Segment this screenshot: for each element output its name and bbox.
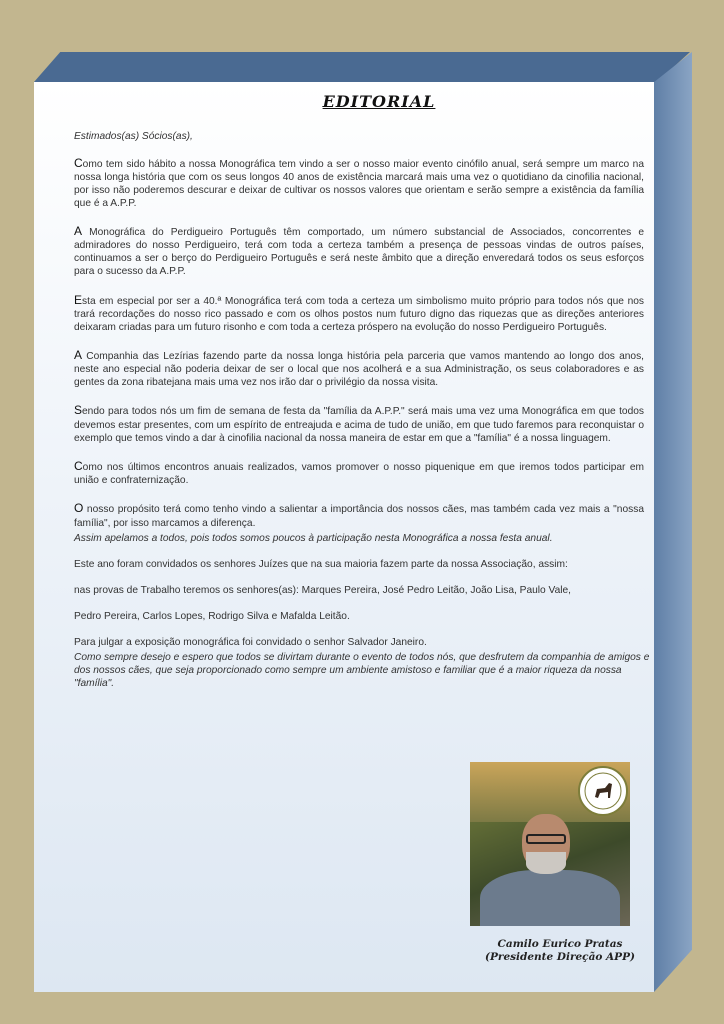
box-side-face xyxy=(654,52,692,992)
paragraph-4: A Companhia das Lezírias fazendo parte da nossa longa história pela parceria que vamos mantendo ao longo dos anos, neste ano especial não poderia deixar de ser o local que nos acolherá e a sua Administração, os seus colaboradores e as gentes da zona ribatejana mais uma vez nos irão dar o privilégio da nossa visita. xyxy=(74,347,644,389)
signature-block xyxy=(480,938,640,964)
dog-emblem-icon xyxy=(583,771,623,811)
box-top-face xyxy=(34,52,690,82)
signature-role: (Presidente Direção APP) xyxy=(485,951,635,964)
paragraph-5: Sendo para todos nós um fim de semana de festa da "família da A.P.P." será mais uma vez uma Monográfica em que todos devemos estar presentes, com um espírito de entreajuda e acima de tudo de união, em que tudo faremos para reconquistar o exemplo que temos vindo a dar à cinofilia nacional da nossa maneira de estar em que a "família" é a nossa linguagem. xyxy=(74,403,644,444)
paragraph-2: A Monográfica do Perdigueiro Português têm comportado, um número substancial de Associados, concorrentes e admiradores do nosso Perdigueiro, terá com toda a certeza também a presença de pessoas vindas de outros países, continuamos a ser o berço do Perdigueiro Português e será neste âmbito que a direção enveredará todos os seus esforços para o sucesso da A.P.P. xyxy=(74,224,644,278)
editorial-content xyxy=(64,92,654,703)
salutation: Estimados(as) Sócios(as), xyxy=(74,131,193,143)
page-title: EDITORIAL xyxy=(322,92,436,111)
signature-name: Camilo Eurico Pratas xyxy=(497,938,623,950)
judges-work-line-1: nas provas de Trabalho teremos os senhores(as): Marques Pereira, José Pedro Leitão, João Lisa, Paulo Vale, xyxy=(74,584,572,596)
app-logo xyxy=(578,766,628,816)
paragraph-3: Esta em especial por ser a 40.ª Monográfica terá com toda a certeza um simbolismo muito próprio para todos nós que nos trará recordações do nosso rico passado e com os olhos postos num futuro digno das riquezas que as direções anteriores deixaram criadas para um futuro risonho e com toda a certeza próspero na evolução do nosso Perdigueiro Português. xyxy=(74,292,644,333)
judges-work-line-2: Pedro Pereira, Carlos Lopes, Rodrigo Silva e Mafalda Leitão. xyxy=(74,610,350,622)
judges-show-line: Para julgar a exposição monográfica foi convidado o senhor Salvador Janeiro. xyxy=(74,636,427,648)
purpose-line: O nosso propósito terá como tenho vindo a salientar a importância dos nossos cães, mas também cada vez mais a "nossa família", por isso marcamos a diferença. xyxy=(74,501,644,529)
paragraph-1: Como tem sido hábito a nossa Monográfica tem vindo a ser o nosso maior evento cinófilo anual, será sempre um marco na nossa longa história que com os seus longos 40 anos de existência marcará mais uma vez o quotidiano da cinofilia nacional, por isso não poderemos descurar e deixar de cultivar os nossos valores que orientam e serão sempre a existência da família que é a A.P.P. xyxy=(74,155,644,209)
appeal-line: Assim apelamos a todos, pois todos somos poucos à participação nesta Monográfica a nossa festa anual. xyxy=(74,532,553,544)
judges-intro: Este ano foram convidados os senhores Juízes que na sua maioria fazem parte da nossa Associação, assim: xyxy=(74,558,568,570)
paragraph-6: Como nos últimos encontros anuais realizados, vamos promover o nosso piquenique em que iremos todos participar em união e confraternização. xyxy=(74,458,644,487)
closing-paragraph: Como sempre desejo e espero que todos se divirtam durante o evento de todos nós, que desfrutem da companhia de amigos e dos nossos cães, que seja proporcionado como sempre um ambiente amistoso e familiar que é a maior riqueza da nossa "família". xyxy=(74,651,650,690)
